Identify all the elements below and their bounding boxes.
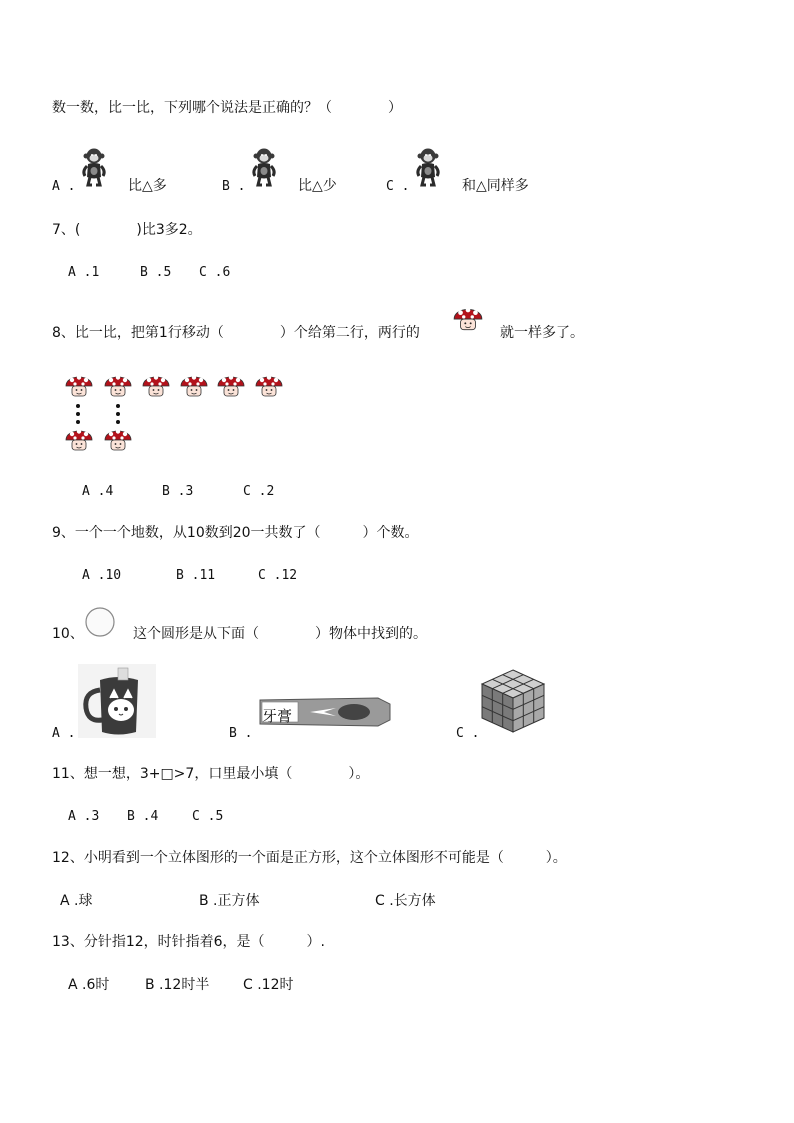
dotted-connector: [114, 402, 122, 426]
q12-option-a: A .球: [60, 893, 93, 909]
monkey-icon: [249, 146, 279, 188]
q11-option-a: A .3: [68, 809, 100, 824]
mushroom-icon: [64, 370, 94, 400]
q13-option-c: C .12时: [243, 977, 294, 993]
dotted-connector: [74, 402, 82, 426]
q8-option-b: B .3: [162, 484, 194, 499]
circle-shape-icon: [84, 606, 116, 638]
q7-option-c: C .6: [199, 265, 231, 280]
q12-option-b: B .正方体: [199, 893, 260, 909]
q6-option-c-text: 和△同样多: [462, 178, 529, 194]
q6-option-b-label: B .: [222, 179, 246, 194]
question-12-stem: 12、小明看到一个立体图形的一个面是正方形，这个立体图形不可能是（ ）。: [52, 850, 567, 866]
q8-option-c: C .2: [243, 484, 275, 499]
toothpaste-label: 牙膏: [262, 707, 293, 725]
q9-option-a: A .10: [82, 568, 122, 583]
q10-option-b-label: B .: [229, 726, 253, 741]
question-10-stem: 这个圆形是从下面（ ）物体中找到的。: [133, 626, 427, 642]
question-13-stem: 13、分针指12，时针指着6，是（ ）.: [52, 934, 325, 950]
q10-option-c-label: C .: [456, 726, 480, 741]
q8-option-a: A .4: [82, 484, 114, 499]
mushroom-icon: [103, 370, 133, 400]
q9-option-b: B .11: [176, 568, 216, 583]
question-11-stem: 11、想一想，3+□>7，口里最小填（ ）。: [52, 766, 370, 782]
mushroom-icon: [452, 302, 484, 334]
question-9-stem: 9、一个一个地数，从10数到20一共数了（ ）个数。: [52, 525, 419, 541]
cat-mug-icon: [78, 664, 156, 738]
mushroom-icon: [141, 370, 171, 400]
mushroom-icon: [254, 370, 284, 400]
q9-option-c: C .12: [258, 568, 298, 583]
mushroom-icon: [103, 424, 133, 454]
q13-option-b: B .12时半: [145, 977, 210, 993]
mushroom-icon: [179, 370, 209, 400]
question-7-stem: 7、( )比3多2。: [52, 222, 202, 238]
question-8-stem-end: 就一样多了。: [500, 325, 584, 341]
rubiks-cube-icon: [478, 666, 548, 736]
q6-option-c-label: C .: [386, 179, 410, 194]
q11-option-c: C .5: [192, 809, 224, 824]
q7-option-a: A .1: [68, 265, 100, 280]
q12-option-c: C .长方体: [375, 893, 436, 909]
monkey-icon: [79, 146, 109, 188]
mushroom-icon: [216, 370, 246, 400]
q13-option-a: A .6时: [68, 977, 110, 993]
q11-option-b: B .4: [127, 809, 159, 824]
monkey-icon: [413, 146, 443, 188]
q7-option-b: B .5: [140, 265, 172, 280]
question-6-stem: 数一数，比一比，下列哪个说法是正确的？（ ）: [52, 100, 402, 116]
question-10-number: 10、: [52, 626, 84, 642]
q6-option-b-text: 比△少: [298, 178, 337, 194]
q6-option-a-label: A .: [52, 179, 76, 194]
q10-option-a-label: A .: [52, 726, 76, 741]
question-8-stem: 8、比一比，把第1行移动（ ）个给第二行，两行的: [52, 325, 420, 341]
q6-option-a-text: 比△多: [128, 178, 167, 194]
mushroom-icon: [64, 424, 94, 454]
